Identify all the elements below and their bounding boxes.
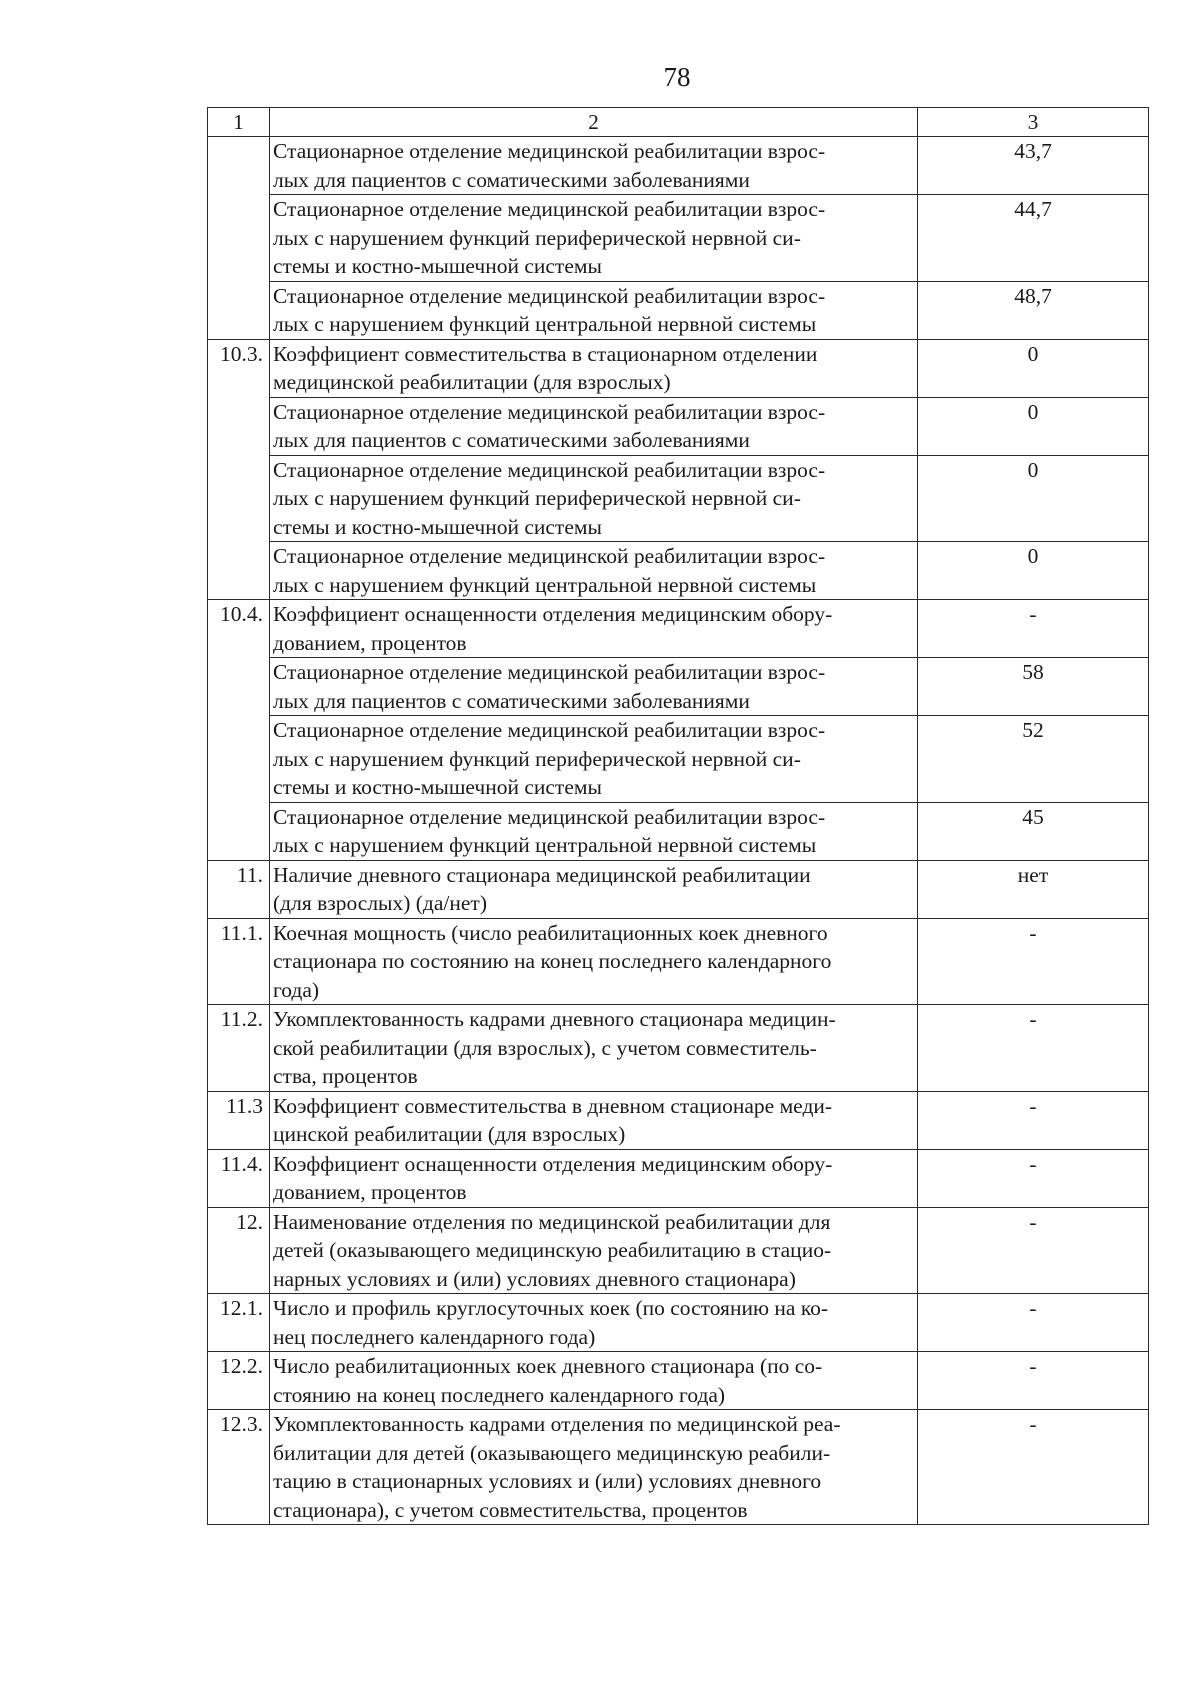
description-line: Стационарное отделение медицинской реабилитации взрос- [273,197,826,221]
row-description-cell [270,658,918,716]
description-line: Коэффициент оснащенности отделения медицинским обору- [273,602,833,626]
description-line: Стационарное отделение медицинской реабилитации взрос- [273,718,826,742]
table-row [208,1294,1149,1352]
description-line: дованием, процентов [273,1180,467,1204]
description-line: лых с нарушением функций периферической нервной си- [273,225,801,250]
row-description-cell [270,802,918,860]
table-row [208,1091,1149,1149]
row-value-cell: 43,7 [918,137,1149,195]
row-number-cell: 11. [208,860,270,918]
row-description-cell [270,918,918,1005]
description-line: билитации для детей (оказывающего медицинскую реабили- [273,1440,831,1465]
description-line: нарных условиях и (или) условиях дневного стационара) [273,1266,796,1291]
row-value-cell: 0 [918,542,1149,600]
row-number-cell: 12. [208,1207,270,1294]
page-number: 78 [663,62,691,92]
description-line: Коечная мощность (число реабилитационных коек дневного [273,920,828,945]
description-line: года) [273,977,320,1002]
header-cell-value: 3 [918,108,1149,137]
row-number-cell: 11.2. [208,1005,270,1092]
description-line: нец последнего календарного года) [273,1324,596,1349]
row-number-cell: 12.2. [208,1352,270,1410]
description-line: Наличие дневного стационара медицинской реабилитации [273,862,811,887]
description-line: Укомплектованность кадрами дневного стационара медицин- [273,1007,836,1031]
row-value-cell: 0 [918,397,1149,455]
description-line: стационара по состоянию на конец последнего календарного [273,949,832,973]
table-row [208,1410,1149,1525]
table-row [208,137,1149,195]
row-description-cell [270,600,918,658]
table-row [208,455,1149,542]
table-row [208,397,1149,455]
row-value-cell: 0 [918,455,1149,542]
row-description-cell [270,1410,918,1525]
row-number-cell: 11.3 [208,1091,270,1149]
table-row [208,281,1149,339]
description-line: Число и профиль круглосуточных коек (по состоянию на ко- [273,1296,829,1320]
row-value-cell: 44,7 [918,195,1149,282]
row-number-cell [208,281,270,339]
description-line: лых с нарушением функций центральной нервной системы [273,572,817,597]
row-description-cell [270,1149,918,1207]
row-description-cell [270,1352,918,1410]
row-number-cell: 10.3. [208,339,270,397]
row-value-cell: 0 [918,339,1149,397]
description-line: стемы и костно-мышечной системы [273,775,602,799]
description-line: Стационарное отделение медицинской реабилитации взрос- [273,399,826,424]
description-line: Стационарное отделение медицинской реабилитации взрос- [273,804,826,829]
row-description-cell [270,455,918,542]
row-value-cell: 48,7 [918,281,1149,339]
row-value-cell: - [918,1294,1149,1352]
table-row [208,716,1149,803]
row-description-cell [270,1005,918,1092]
row-value-cell: - [918,1149,1149,1207]
table-row [208,1352,1149,1410]
row-number-cell [208,716,270,803]
description-line: лых с нарушением функций центральной нервной системы [273,312,817,336]
description-line: ской реабилитации (для взрослых), с учетом совместитель- [273,1035,817,1060]
description-line: лых для пациентов с соматическими заболеваниями [273,688,750,713]
table-header-row [208,108,1149,137]
description-line: Стационарное отделение медицинской реабилитации взрос- [273,544,826,568]
table-row [208,1207,1149,1294]
description-line: детей (оказывающего медицинскую реабилитацию в стацио- [273,1238,832,1262]
row-description-cell [270,195,918,282]
table-row [208,658,1149,716]
description-line: стационара), с учетом совместительства, процентов [273,1497,748,1522]
header-cell-number: 1 [208,108,270,137]
row-number-cell: 12.1. [208,1294,270,1352]
row-value-cell: - [918,600,1149,658]
row-value-cell: - [918,1352,1149,1410]
row-value-cell: - [918,1410,1149,1525]
row-number-cell: 10.4. [208,600,270,658]
row-value-cell: 58 [918,658,1149,716]
description-line: лых с нарушением функций центральной нервной системы [273,833,817,857]
row-number-cell [208,542,270,600]
row-value-cell: 52 [918,716,1149,803]
table-row [208,339,1149,397]
row-value-cell: - [918,918,1149,1005]
row-number-cell [208,658,270,716]
row-description-cell [270,542,918,600]
row-number-cell: 11.1. [208,918,270,1005]
table-body [208,108,1149,1525]
description-line: Стационарное отделение медицинской реабилитации взрос- [273,660,826,684]
table-row [208,600,1149,658]
row-number-cell: 12.3. [208,1410,270,1525]
row-description-cell [270,1091,918,1149]
description-line: Коэффициент оснащенности отделения медицинским обору- [273,1151,833,1176]
table-row [208,1149,1149,1207]
table-row [208,195,1149,282]
description-line: ства, процентов [273,1064,418,1088]
row-description-cell [270,860,918,918]
description-line: Стационарное отделение медицинской реабилитации взрос- [273,457,826,482]
header-cell-description: 2 [270,108,918,137]
row-value-cell: - [918,1207,1149,1294]
description-line: Коэффициент совместительства в стационарном отделении [273,341,818,366]
row-number-cell [208,397,270,455]
description-line: Укомплектованность кадрами отделения по медицинской реа- [273,1412,841,1436]
description-line: Коэффициент совместительства в дневном стационаре меди- [273,1093,833,1118]
row-value-cell: нет [918,860,1149,918]
description-line: цинской реабилитации (для взрослых) [273,1122,626,1146]
description-line: Наименование отделения по медицинской реабилитации для [273,1209,831,1234]
description-line: лых с нарушением функций периферической нервной си- [273,486,801,510]
row-number-cell [208,195,270,282]
description-line: лых с нарушением функций периферической нервной си- [273,746,801,771]
data-table [207,107,1149,1525]
description-line: стемы и костно-мышечной системы [273,254,602,278]
row-value-cell: - [918,1005,1149,1092]
description-line: стемы и костно-мышечной системы [273,514,602,539]
row-number-cell [208,455,270,542]
description-line: (для взрослых) (да/нет) [273,891,487,915]
row-description-cell [270,339,918,397]
table-row [208,918,1149,1005]
table-row [208,542,1149,600]
table-row [208,1005,1149,1092]
description-line: Стационарное отделение медицинской реабилитации взрос- [273,283,826,308]
description-line: тацию в стационарных условиях и (или) условиях дневного [273,1469,822,1493]
description-line: медицинской реабилитации (для взрослых) [273,370,671,394]
row-number-cell [208,802,270,860]
row-value-cell: 45 [918,802,1149,860]
row-description-cell [270,716,918,803]
description-line: лых для пациентов с соматическими заболеваниями [273,167,750,192]
description-line: стоянию на конец последнего календарного года) [273,1382,726,1407]
table-row [208,802,1149,860]
description-line: дованием, процентов [273,630,467,655]
row-number-cell: 11.4. [208,1149,270,1207]
row-description-cell [270,397,918,455]
table-row [208,860,1149,918]
row-value-cell: - [918,1091,1149,1149]
row-description-cell [270,137,918,195]
description-line: Стационарное отделение медицинской реабилитации взрос- [273,139,826,163]
description-line: Число реабилитационных коек дневного стационара (по со- [273,1354,823,1378]
row-number-cell [208,137,270,195]
row-description-cell [270,1294,918,1352]
row-description-cell [270,1207,918,1294]
row-description-cell [270,281,918,339]
description-line: лых для пациентов с соматическими заболеваниями [273,428,750,452]
